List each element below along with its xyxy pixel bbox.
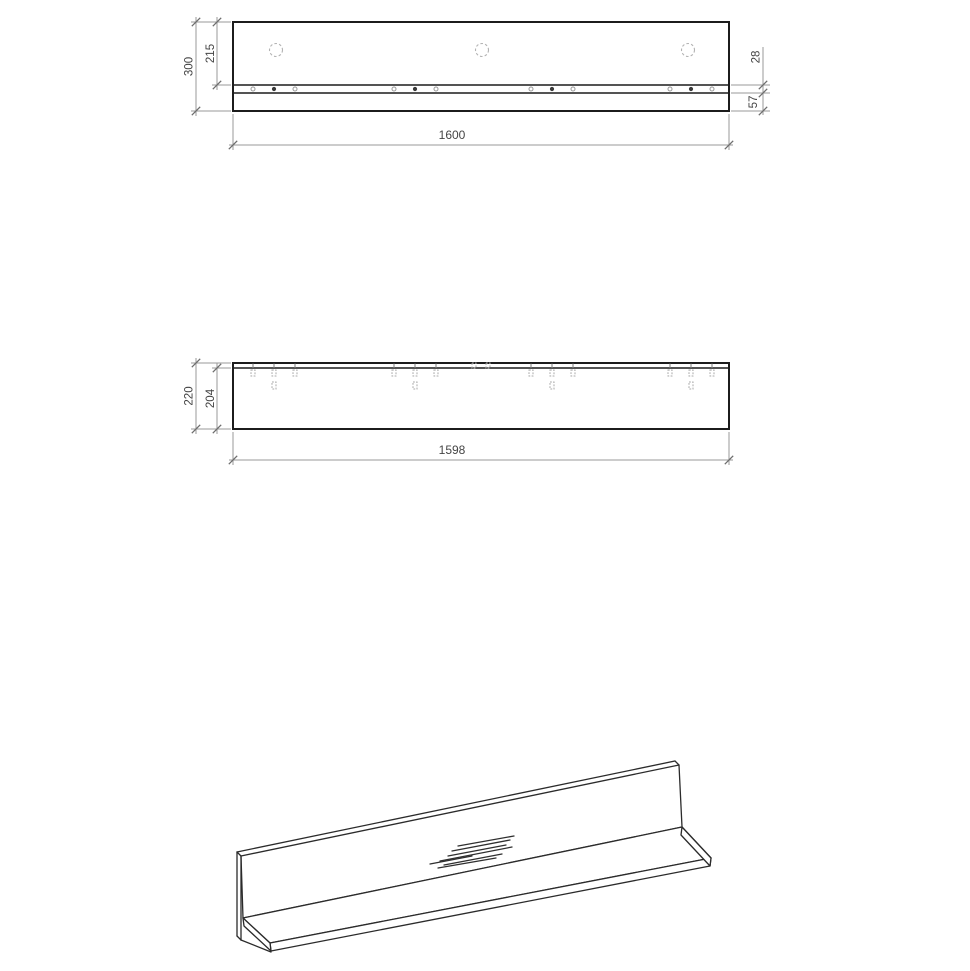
dim-front-height: 300: [183, 56, 196, 77]
dim-top-inner-depth: 204: [205, 388, 218, 409]
dim-shelf-thickness: 28: [750, 50, 763, 64]
front-left-dimensions: [184, 17, 231, 116]
top-left-dimensions: [184, 358, 231, 434]
top-hidden-fittings: [251, 363, 714, 389]
front-view: [184, 17, 770, 150]
hanger-holes: [270, 44, 695, 57]
dim-top-depth: 220: [183, 386, 196, 406]
top-view: [184, 358, 734, 465]
front-width-dimension: [229, 114, 733, 150]
dim-front-width: 1600: [438, 128, 466, 143]
perspective-view: [237, 761, 711, 952]
front-right-dimensions: [731, 47, 770, 115]
dim-front-upper-height: 215: [205, 43, 218, 64]
front-panel-outline: [233, 22, 729, 111]
dim-top-width: 1598: [438, 443, 466, 458]
top-panel-outline: [233, 363, 729, 429]
dim-lower-height: 57: [748, 95, 761, 109]
shelf-edge-fittings: [251, 87, 714, 91]
top-width-dimension: [229, 432, 733, 465]
